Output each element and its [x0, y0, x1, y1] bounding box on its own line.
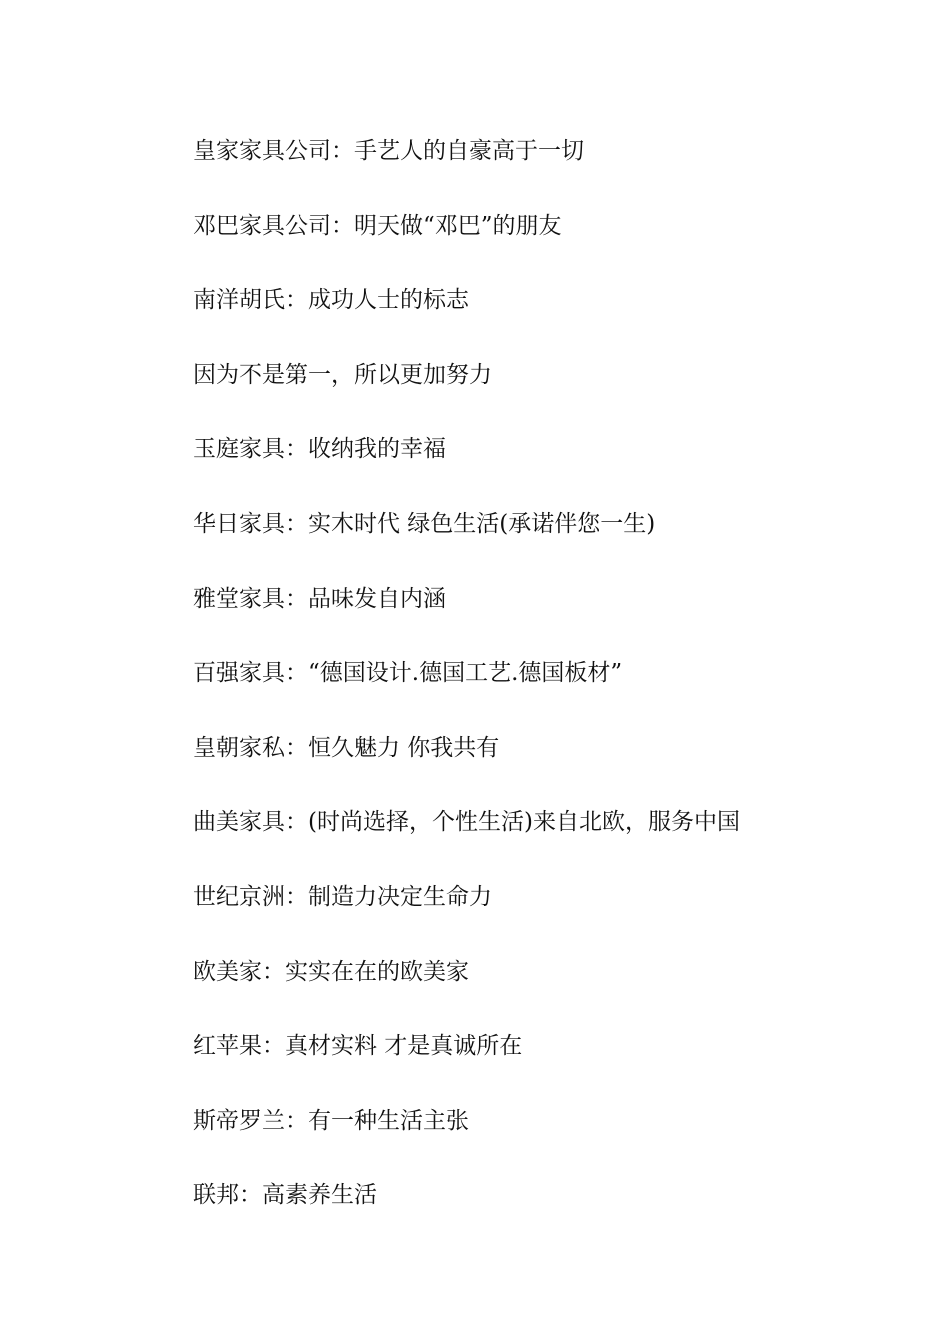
slogan-line: 联邦：高素养生活 — [193, 1182, 377, 1209]
slogan-line: 红苹果：真材实料 才是真诚所在 — [193, 1033, 523, 1060]
slogan-line: 华日家具：实木时代 绿色生活(承诺伴您一生) — [193, 510, 656, 537]
slogan-line: 欧美家：实实在在的欧美家 — [193, 958, 469, 985]
slogan-line: 斯帝罗兰：有一种生活主张 — [193, 1107, 469, 1134]
slogan-line: 邓巴家具公司：明天做“邓巴”的朋友 — [193, 212, 562, 239]
slogan-line: 玉庭家具：收纳我的幸福 — [193, 436, 446, 463]
slogan-line: 雅堂家具：品味发自内涵 — [193, 585, 446, 612]
slogan-line: 曲美家具：(时尚选择，个性生活)来自北欧，服务中国 — [193, 809, 740, 836]
slogan-line: 因为不是第一，所以更加努力 — [193, 361, 492, 388]
slogan-line: 百强家具：“德国设计.德国工艺.德国板材” — [193, 660, 623, 687]
slogan-line: 皇家家具公司：手艺人的自豪高于一切 — [193, 138, 584, 164]
slogan-list — [193, 133, 873, 1252]
slogan-line: 南洋胡氏：成功人士的标志 — [193, 287, 469, 314]
slogan-line: 皇朝家私：恒久魅力 你我共有 — [193, 734, 500, 761]
slogan-line: 世纪京洲：制造力决定生命力 — [193, 883, 492, 910]
